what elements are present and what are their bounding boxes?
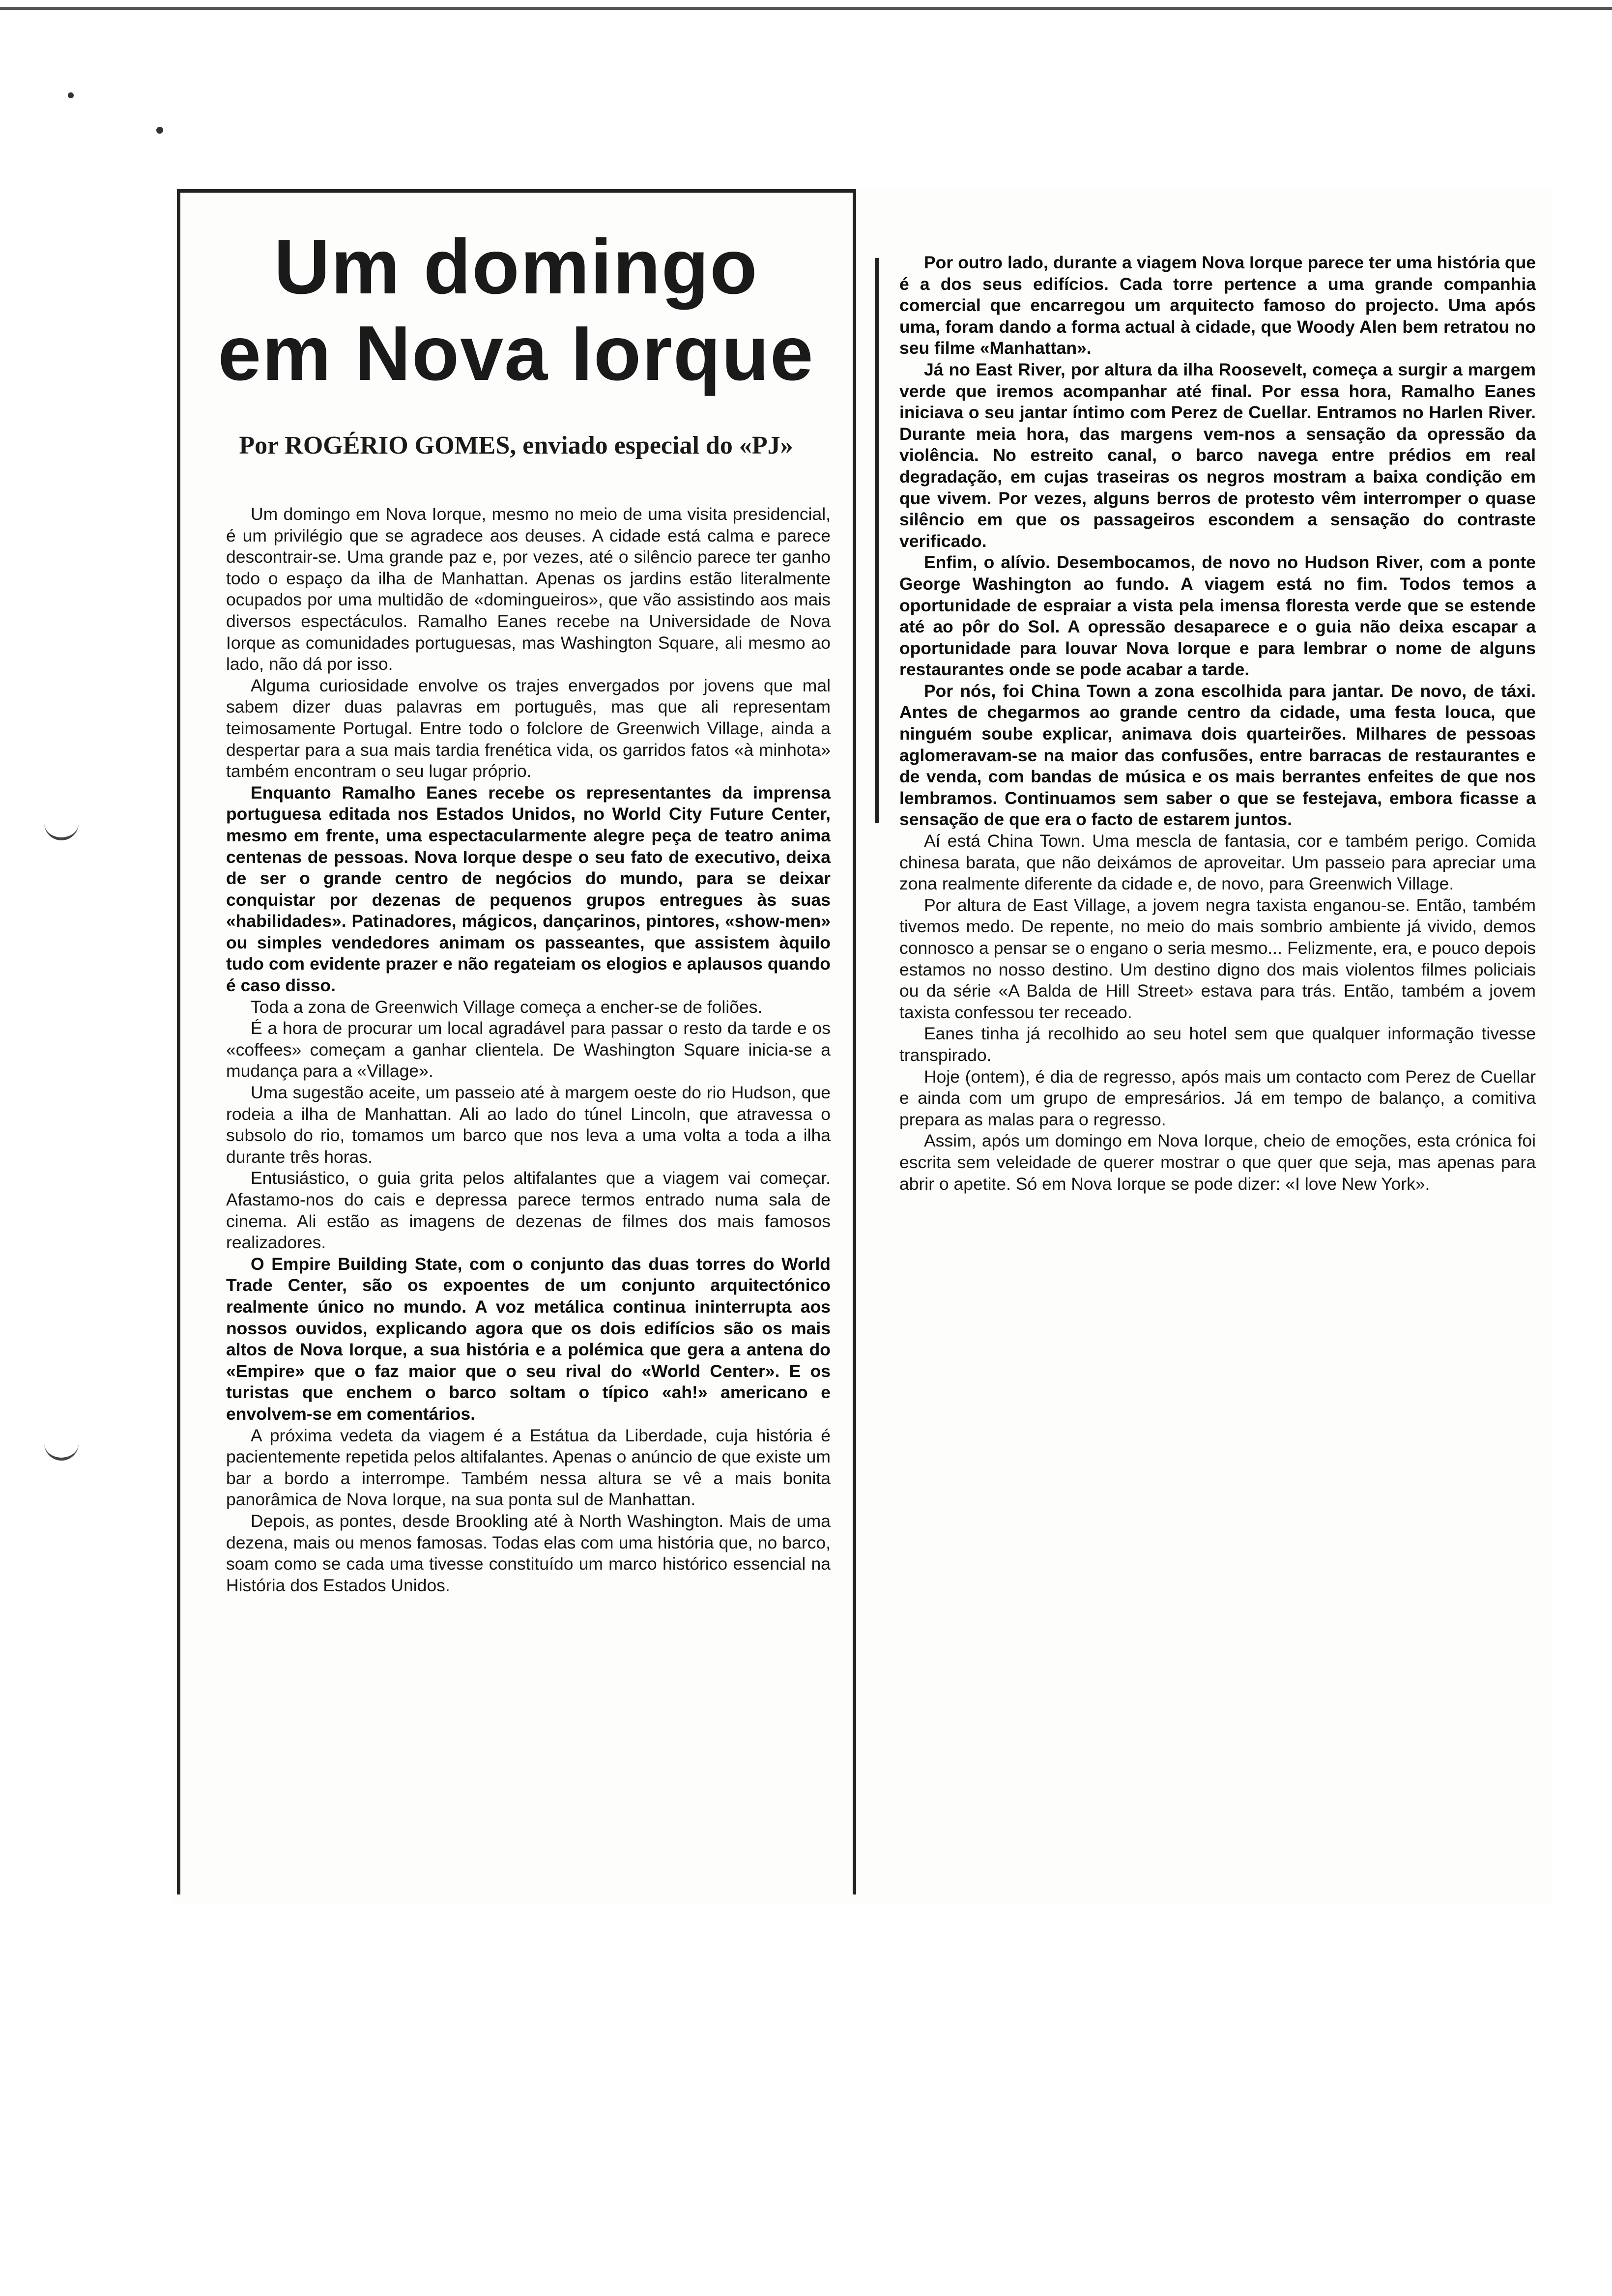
paragraph: Eanes tinha já recolhido ao seu hotel sem que qualquer informação tivesse transpirado. bbox=[899, 1024, 1536, 1065]
paragraph: Alguma curiosidade envolve os trajes envergados por jovens que mal sabem dizer duas palavras em português, mas que ali representam teimosamente Portugal. Entre todo o folclore de Greenwich Village, ainda a despertar para a sua mais tardia frenética vida, os garridos fatos «à minhota» também encontram o seu lugar próprio. bbox=[226, 675, 831, 781]
article-right-column bbox=[899, 252, 1536, 1195]
article-left-column bbox=[226, 504, 831, 1596]
paragraph: Um domingo em Nova Iorque, mesmo no meio de uma visita presidencial, é um privilégio que se agradece aos deuses. A cidade está calma e parece descontrair-se. Uma grande paz e, por vezes, até o silêncio parece ter ganho todo o espaço da ilha de Manhattan. Apenas os jardins estão literalmente ocupados por uma multidão de «domingueiros», que vão assistindo aos mais diversos espectáculos. Ramalho Eanes recebe na Universidade de Nova Iorque as comunidades portuguesas, mas Washington Square, ali mesmo ao lado, não dá por isso. bbox=[226, 504, 831, 674]
paragraph: Depois, as pontes, desde Brookling até à North Washington. Mais de uma dezena, mais ou menos famosas. Todas elas com uma história que, no barco, soam como se cada uma tivesse constituído um marco histórico essencial na História dos Estados Unidos. bbox=[226, 1511, 831, 1595]
paragraph: Toda a zona de Greenwich Village começa a encher-se de foliões. bbox=[251, 997, 763, 1017]
scan-speck bbox=[156, 127, 163, 134]
paragraph: Já no East River, por altura da ilha Roosevelt, começa a surgir a margem verde que iremos acompanhar até final. Por essa hora, Ramalho Eanes iniciava o seu jantar íntimo com Perez de Cuellar. Entramos no Harlen River. Durante meia hora, das margens vem-nos a sensação da opressão da violência. No estreito canal, o barco navega entre prédios em real degradação, em cujas traseiras os negros mostram a baixa condição em que vivem. Por vezes, alguns berros de protesto vêm interromper o quase silêncio em que os passageiros escondem a sensação do contraste verificado. bbox=[899, 359, 1536, 551]
paragraph: Uma sugestão aceite, um passeio até à margem oeste do rio Hudson, que rodeia a ilha de Manhattan. Ali ao lado do túnel Lincoln, que atravessa o subsolo do rio, tomamos um barco que nos leva a uma volta a toda a ilha durante três horas. bbox=[226, 1083, 831, 1167]
headline-line-2: em Nova Iorque bbox=[218, 310, 814, 397]
byline: Por ROGÉRIO GOMES, enviado especial do «PJ» bbox=[239, 431, 793, 459]
paragraph: O Empire Building State, com o conjunto das duas torres do World Trade Center, são os expoentes de um conjunto arquitectónico realmente único no mundo. A voz metálica continua ininterrupta aos nossos ouvidos, explicando agora que os dois edifícios são os mais altos de Nova Iorque, a sua história e a polémica que gera a antena do «Empire» que o faz maior que o seu rival do «World Center». E os turistas que enchem o barco soltam o típico «ah!» americano e envolvem-se em comentários. bbox=[226, 1254, 831, 1424]
paragraph: Enquanto Ramalho Eanes recebe os representantes da imprensa portuguesa editada nos Estados Unidos, no World City Future Center, mesmo em frente, uma espectacularmente alegre peça de teatro anima centenas de pessoas. Nova Iorque despe o seu fato de executivo, deixa de ser o grande centro de negócios do mundo, para se deixar conquistar por dezenas de pequenos grupos entregues às suas «habilidades». Patinadores, mágicos, dançarinos, pintores, «show-men» ou simples vendedores animam os passeantes, que assistem àquilo tudo com evidente prazer e não regateiam os elogios e aplausos quando é caso disso. bbox=[226, 782, 831, 996]
paragraph: Aí está China Town. Uma mescla de fantasia, cor e também perigo. Comida chinesa barata, que não deixámos de aproveitar. Um passeio para apreciar uma zona realmente diferente da cidade e, de novo, para Greenwich Village. bbox=[899, 831, 1536, 894]
paragraph: É a hora de procurar um local agradável para passar o resto da tarde e os «coffees» começam a ganhar clientela. De Washington Square inicia-se a mudança para a «Village». bbox=[226, 1018, 831, 1081]
right-column-rule bbox=[875, 258, 879, 823]
paragraph: Assim, após um domingo em Nova Iorque, cheio de emoções, esta crónica foi escrita sem veleidade de querer mostrar o que quer que seja, mas apenas para abrir o apetite. Só em Nova Iorque se pode dizer: «I love New York». bbox=[899, 1131, 1536, 1194]
headline bbox=[202, 224, 831, 397]
paragraph: Entusiástico, o guia grita pelos altifalantes que a viagem vai começar. Afastamo-nos do cais e depressa parece termos entrado numa sala de cinema. Ali estão as imagens de dezenas de filmes dos mais famosos realizadores. bbox=[226, 1168, 831, 1253]
punch-hole-mark-upper bbox=[44, 820, 79, 840]
newspaper-clipping bbox=[172, 189, 1553, 1904]
paragraph: Enfim, o alívio. Desembocamos, de novo no Hudson River, com a ponte George Washington ao fundo. A viagem está no fim. Todos temos a oportunidade de espraiar a vista pela imensa floresta verde que se estende até ao pôr do Sol. A opressão desaparece e o guia não deixa escapar a oportunidade para louvar Nova Iorque e para lembrar o nome de alguns restaurantes onde se pode acabar a tarde. bbox=[899, 552, 1536, 680]
paragraph: Hoje (ontem), é dia de regresso, após mais um contacto com Perez de Cuellar e ainda com um grupo de empresários. Já em tempo de balanço, a comitiva prepara as malas para o regresso. bbox=[899, 1066, 1536, 1129]
paragraph: Por outro lado, durante a viagem Nova Iorque parece ter uma história que é a dos seus edifícios. Cada torre pertence a uma grande companhia comercial que encarregou um arquitecto famoso do projecto. Uma após uma, foram dando a forma actual à cidade, que Woody Alen bem retratou no seu filme «Manhattan». bbox=[899, 253, 1536, 358]
punch-hole-mark-lower bbox=[44, 1440, 79, 1461]
scan-speck bbox=[68, 92, 74, 98]
paragraph: A próxima vedeta da viagem é a Estátua da Liberdade, cuja história é pacientemente repetida pelos altifalantes. Apenas o anúncio de que existe um bar a bordo a interrompe. Também nessa altura se vê a mais bonita panorâmica de Nova Iorque, na sua ponta sul de Manhattan. bbox=[226, 1425, 831, 1510]
scan-top-rule bbox=[0, 7, 1612, 10]
headline-line-1: Um domingo bbox=[274, 224, 758, 310]
paragraph: Por altura de East Village, a jovem negra taxista enganou-se. Então, também tivemos medo. De repente, no meio do mais sombrio ambiente já vivido, demos connosco a pensar se o engano o seria mesmo... Felizmente, era, e pouco depois estamos no nosso destino. Um destino digno dos mais violentos filmes policiais ou da série «A Balda de Hill Street» estava para trás. Então, também a jovem taxista confessou ter receado. bbox=[899, 895, 1536, 1022]
paragraph: Por nós, foi China Town a zona escolhida para jantar. De novo, de táxi. Antes de chegarmos ao grande centro da cidade, uma festa louca, que ninguém soube explicar, animava dois quarteirões. Milhares de pessoas aglomeravam-se na maior das confusões, entre barracas de restaurantes e de venda, com bandas de música e os mais berrantes enfeites de que nos lembramos. Continuamos sem saber o que se festejava, embora ficasse a sensação de que era o facto de estarem juntos. bbox=[899, 681, 1536, 830]
